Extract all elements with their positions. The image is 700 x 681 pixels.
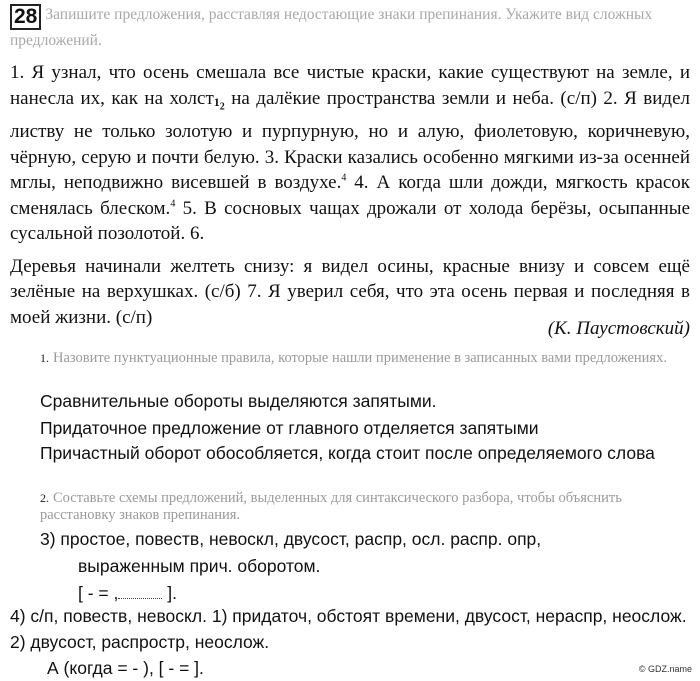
footnote-mark: $1_2$ xyxy=(213,94,225,112)
sentence-4: 4. А когда шли дожди, мягкость красок сменялась блеском. xyxy=(10,172,690,219)
author: (К. Паустовский) xyxy=(547,318,690,339)
sentence-1a: 1. Я узнал, что осень смешала все чистые краски, какие существуют на земле, и нанесла их, как на холст xyxy=(10,62,690,109)
question-2 xyxy=(40,490,692,524)
task-instruction: Запишите предложения, расставляя недостающие знаки препинания. Укажите вид сложных предложений. xyxy=(10,6,653,49)
task-number: 28 xyxy=(10,4,41,30)
paragraph-1 xyxy=(10,60,690,247)
answer-line: Придаточное предложение от главного отделяется запятыми xyxy=(40,418,539,438)
superscript: 4 xyxy=(341,173,347,185)
scheme-4-diagram: А (когда = - ), [ - = ]. xyxy=(47,658,204,678)
answer-line: Причастный оборот обособляется, когда стоит после определяемого слова xyxy=(40,443,655,463)
task-header xyxy=(10,4,690,52)
question-1 xyxy=(40,350,692,367)
question-text: Составьте схемы предложений, выделенных для синтаксического разбора, чтобы объяснить расстановку знаков препинания. xyxy=(40,490,622,523)
question-number: 2. xyxy=(40,491,49,505)
exercise-text xyxy=(10,60,690,330)
question-text: Назовите пунктуационные правила, которые нашли применение в записанных вами предложениях. xyxy=(53,350,667,366)
scheme-4-text: 4) с/п, повеств, невоскл. 1) придаточ, обстоят времени, двусост, нераспр, неослож. 2) двусост, распростр, неослож. xyxy=(10,606,687,652)
sentence-1b: на далёкие пространства земли и неба. (с/п) 2. Я видел листву не только золотую и пурпурную, но и алую, фиолетовую, коричневую, чёрную, серую и почти белую. 3. Краски казались особенно мягкими из-за осенней мглы, неподвижно висевшей в воздухе. xyxy=(10,87,690,194)
wavy-underline xyxy=(118,586,162,599)
sentence-5: 5. В сосновых чащах дрожали от холода берёзы, осыпанные сусальной позолотой. 6. xyxy=(10,197,690,245)
answer-line: Сравнительные обороты выделяются запятыми. xyxy=(40,391,437,411)
scheme-3-diagram: [ - = , ]. xyxy=(78,583,177,603)
watermark: © GDZ.name xyxy=(638,664,692,674)
superscript: 4 xyxy=(170,198,176,210)
scheme-3 xyxy=(40,526,680,607)
paragraph-2: Деревья начинали желтеть снизу: я видел осины, красные внизу и совсем ещё зелёные на верхушках. (с/б) 7. Я уверил себя, что эта осень первая и последняя в моей жизни. (с/п) xyxy=(10,255,690,328)
scheme-3-line-2: выраженным прич. оборотом. xyxy=(78,556,321,576)
question-number: 1. xyxy=(40,351,49,365)
scheme-3-line-1: 3) простое, повеств, невоскл, двусост, распр, осл. распр. опр, xyxy=(40,529,542,549)
scheme-4 xyxy=(10,603,690,681)
